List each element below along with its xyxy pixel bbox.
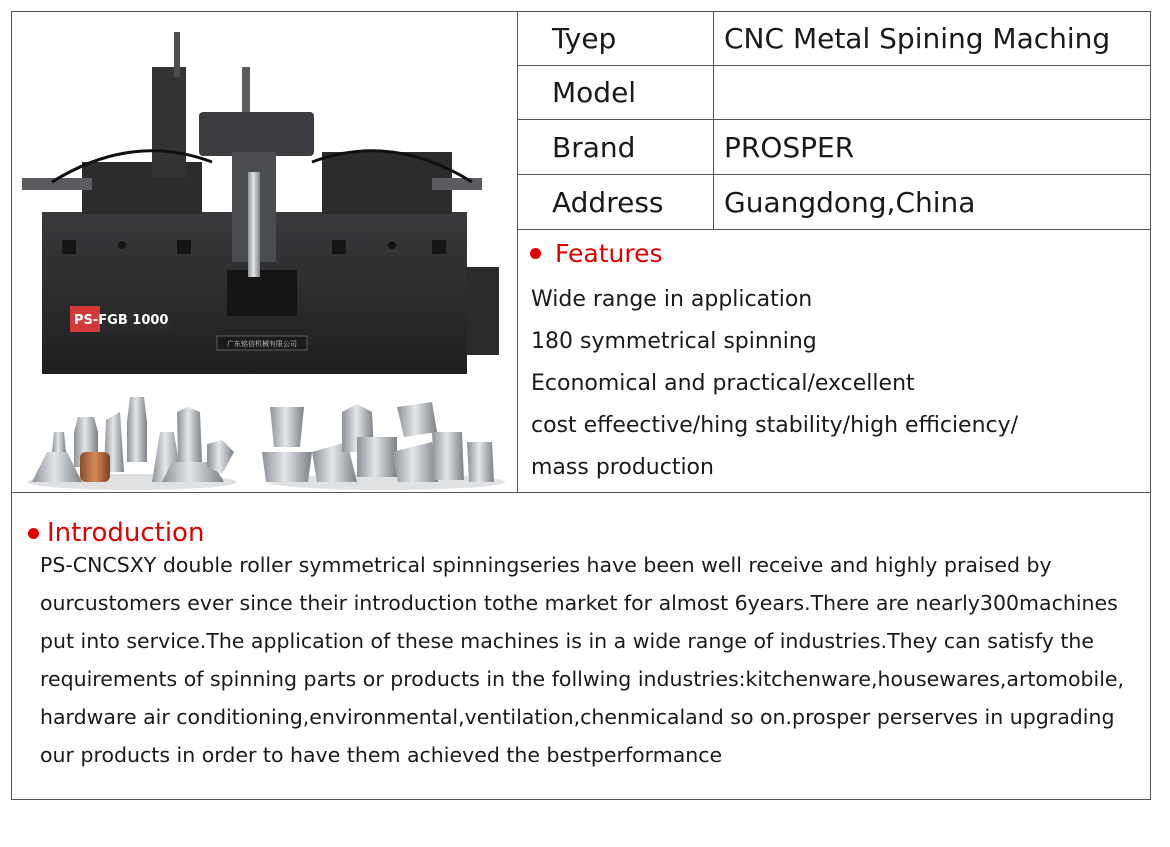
introduction-line: PS-CNCSXY double roller symmetrical spinningseries have been well receive and highly praised by — [40, 553, 1052, 577]
features-heading-text: Features — [555, 238, 663, 268]
spec-value: CNC Metal Spining Maching — [724, 22, 1111, 55]
introduction-line: put into service.The application of these machines is in a wide range of industries.They can satisfy the — [40, 629, 1094, 653]
features-heading — [530, 236, 663, 270]
spec-key: Tyep — [518, 12, 714, 65]
introduction-line: our products in order to have them achieved the bestperformance — [40, 743, 723, 767]
spec-row-model — [518, 66, 1150, 120]
bullet-dot-icon — [28, 528, 39, 539]
features-section — [518, 230, 1150, 492]
spec-value: PROSPER — [724, 130, 855, 164]
introduction-heading-text: Introduction — [47, 518, 205, 548]
machine-model-label: PS-FGB 1000 — [74, 313, 169, 328]
introduction-line: ourcustomers ever since their introduction tothe market for almost 6years.There are nearly300machines — [40, 591, 1118, 615]
spun-parts-left — [27, 397, 237, 490]
introduction-line: requirements of spinning parts or products in the follwing industries:kitchenware,housewares,artomobile, — [40, 667, 1125, 691]
spec-value — [714, 66, 1150, 119]
spun-parts-right — [262, 402, 505, 490]
feature-item: mass production — [531, 455, 714, 480]
spec-key: Model — [518, 66, 714, 119]
introduction-line: hardware air conditioning,environmental,ventilation,chenmicaland so on.prosper perserves in upgrading — [40, 705, 1115, 729]
feature-item: Wide range in application — [531, 287, 813, 312]
feature-item: Economical and practical/excellent — [531, 371, 915, 396]
machine-nameplate: 广东铭信机械有限公司 — [227, 340, 297, 348]
machine-illustration — [12, 12, 517, 492]
features-list — [531, 282, 1018, 492]
spec-value: Guangdong,China — [724, 185, 976, 219]
feature-item: 180 symmetrical spinning — [531, 329, 817, 354]
spec-key: Address — [518, 175, 714, 229]
introduction-text — [40, 548, 1135, 776]
top-section — [12, 12, 1150, 493]
bullet-dot-icon — [530, 248, 541, 259]
introduction-heading — [28, 515, 204, 551]
feature-item: cost effeective/hing stability/high efficiency/ — [531, 413, 1019, 438]
product-photo — [12, 12, 518, 492]
spec-key: Brand — [518, 120, 714, 174]
spec-row-address — [518, 175, 1150, 230]
spec-row-brand — [518, 120, 1150, 175]
spec-row-type — [518, 12, 1150, 66]
